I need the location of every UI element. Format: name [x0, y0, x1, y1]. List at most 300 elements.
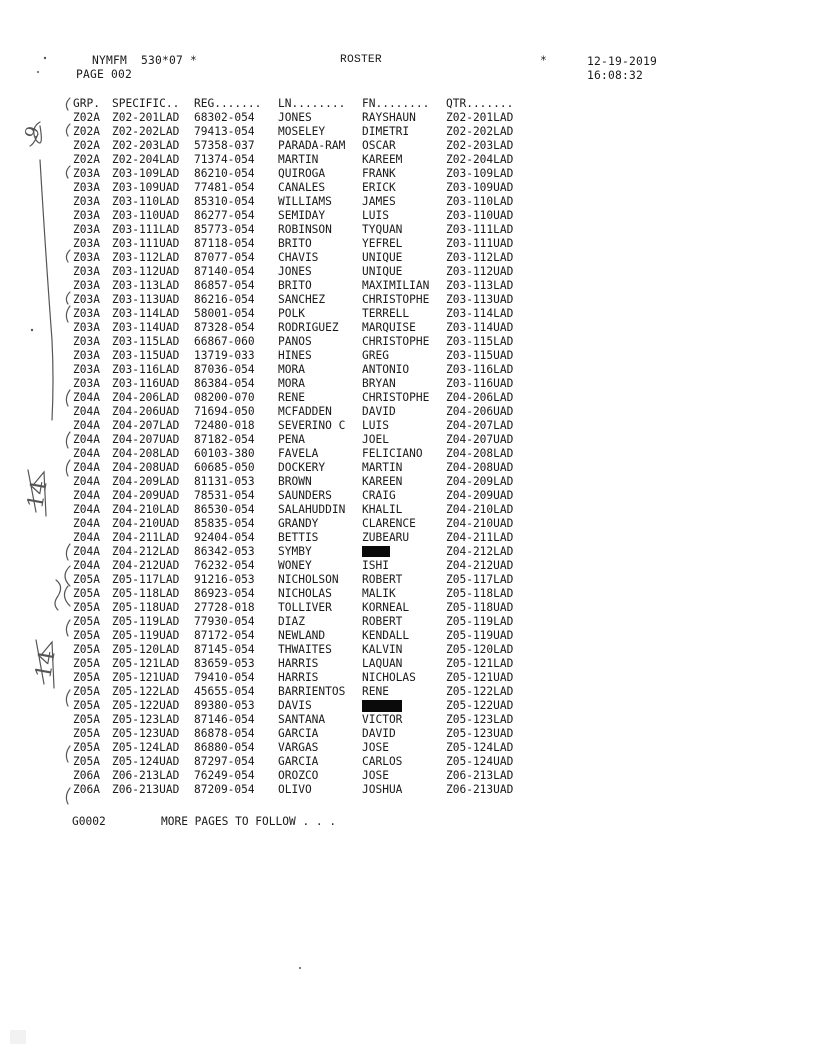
cell-specific: Z03-115UAD	[112, 348, 180, 362]
cell-reg: 87077-054	[194, 250, 255, 264]
table-row	[73, 754, 526, 768]
cell-quarters: Z04-209UAD	[446, 488, 514, 502]
cell-first-name: DAVID	[362, 404, 396, 418]
table-row	[73, 110, 526, 124]
cell-first-name: JOSHUA	[362, 782, 403, 796]
table-row	[73, 516, 526, 530]
table-row	[73, 166, 526, 180]
cell-quarters: Z02-203LAD	[446, 138, 514, 152]
cell-last-name: NICHOLAS	[278, 586, 332, 600]
handwritten-note-9: 9	[20, 123, 45, 142]
cell-last-name: CANALES	[278, 180, 326, 194]
cell-quarters: Z05-123UAD	[446, 726, 514, 740]
cell-grp: Z03A	[73, 334, 100, 348]
cell-specific: Z04-212UAD	[112, 558, 180, 572]
table-row	[73, 712, 526, 726]
cell-quarters: Z03-114UAD	[446, 320, 514, 334]
cell-specific: Z05-124LAD	[112, 740, 180, 754]
cell-grp: Z02A	[73, 110, 100, 124]
cell-specific: Z03-113UAD	[112, 292, 180, 306]
table-row	[73, 362, 526, 376]
cell-reg: 87182-054	[194, 432, 255, 446]
table-row	[73, 600, 526, 614]
table-row	[73, 222, 526, 236]
cell-grp: Z03A	[73, 376, 100, 390]
cell-reg: 86530-054	[194, 502, 255, 516]
cell-reg: 66867-060	[194, 334, 255, 348]
cell-last-name: CHAVIS	[278, 250, 319, 264]
cell-last-name: DIAZ	[278, 614, 305, 628]
cell-last-name: GARCIA	[278, 726, 319, 740]
cell-last-name: HARRIS	[278, 670, 319, 684]
cell-first-name: LUIS	[362, 208, 389, 222]
cell-first-name: MAXIMILIAN	[362, 278, 430, 292]
cell-quarters: Z05-122UAD	[446, 698, 514, 712]
cell-last-name: SAUNDERS	[278, 488, 332, 502]
cell-quarters: Z03-109LAD	[446, 166, 514, 180]
cell-first-name: MARTIN	[362, 460, 403, 474]
cell-specific: Z05-118LAD	[112, 586, 180, 600]
cell-specific: Z04-211LAD	[112, 530, 180, 544]
cell-grp: Z06A	[73, 768, 100, 782]
table-row	[73, 180, 526, 194]
cell-specific: Z04-206LAD	[112, 390, 180, 404]
footer-message: MORE PAGES TO FOLLOW . . .	[161, 815, 337, 828]
cell-quarters: Z03-113LAD	[446, 278, 514, 292]
column-header-qtr: QTR.......	[446, 96, 514, 110]
cell-quarters: Z04-208UAD	[446, 460, 514, 474]
cell-grp: Z03A	[73, 166, 100, 180]
cell-specific: Z03-113LAD	[112, 278, 180, 292]
table-row	[73, 124, 526, 138]
cell-first-name: JOEL	[362, 432, 389, 446]
cell-last-name: MORA	[278, 362, 305, 376]
cell-quarters: Z03-115UAD	[446, 348, 514, 362]
cell-specific: Z05-123LAD	[112, 712, 180, 726]
column-header-specific: SPECIFIC..	[112, 96, 180, 110]
cell-last-name: GARCIA	[278, 754, 319, 768]
cell-last-name: DOCKERY	[278, 460, 326, 474]
cell-grp: Z04A	[73, 404, 100, 418]
cell-first-name: DAVID	[362, 726, 396, 740]
cell-specific: Z05-120LAD	[112, 642, 180, 656]
cell-last-name: DAVIS	[278, 698, 312, 712]
cell-reg: 87145-054	[194, 642, 255, 656]
cell-first-name: RAYSHAUN	[362, 110, 416, 124]
table-row	[73, 306, 526, 320]
cell-grp: Z03A	[73, 264, 100, 278]
cell-specific: Z03-111UAD	[112, 236, 180, 250]
table-row	[73, 250, 526, 264]
cell-grp: Z04A	[73, 502, 100, 516]
cell-specific: Z06-213UAD	[112, 782, 180, 796]
cell-reg: 83659-053	[194, 656, 255, 670]
cell-last-name: SEVERINO C	[278, 418, 346, 432]
cell-specific: Z03-110LAD	[112, 194, 180, 208]
cell-quarters: Z05-122LAD	[446, 684, 514, 698]
cell-first-name: FRANK	[362, 166, 396, 180]
cell-specific: Z05-118UAD	[112, 600, 180, 614]
cell-specific: Z04-208UAD	[112, 460, 180, 474]
cell-first-name: RENE	[362, 684, 389, 698]
cell-specific: Z04-210UAD	[112, 516, 180, 530]
table-row	[73, 572, 526, 586]
cell-quarters: Z05-124UAD	[446, 754, 514, 768]
cell-quarters: Z03-111LAD	[446, 222, 514, 236]
cell-grp: Z04A	[73, 432, 100, 446]
cell-last-name: THWAITES	[278, 642, 332, 656]
cell-last-name: MCFADDEN	[278, 404, 332, 418]
cell-grp: Z04A	[73, 390, 100, 404]
table-row	[73, 432, 526, 446]
cell-grp: Z04A	[73, 488, 100, 502]
cell-grp: Z04A	[73, 418, 100, 432]
cell-specific: Z03-111LAD	[112, 222, 180, 236]
cell-specific: Z03-114LAD	[112, 306, 180, 320]
cell-grp: Z05A	[73, 614, 100, 628]
cell-grp: Z05A	[73, 754, 100, 768]
cell-first-name: CARLOS	[362, 754, 403, 768]
cell-specific: Z04-207UAD	[112, 432, 180, 446]
cell-quarters: Z05-118LAD	[446, 586, 514, 600]
cell-last-name: SANTANA	[278, 712, 326, 726]
cell-grp: Z05A	[73, 670, 100, 684]
table-row	[73, 390, 526, 404]
cell-last-name: PARADA-RAM	[278, 138, 346, 152]
cell-reg: 45655-054	[194, 684, 255, 698]
table-row	[73, 488, 526, 502]
cell-specific: Z03-115LAD	[112, 334, 180, 348]
cell-reg: 85773-054	[194, 222, 255, 236]
cell-grp: Z03A	[73, 306, 100, 320]
cell-specific: Z02-203LAD	[112, 138, 180, 152]
cell-last-name: MOSELEY	[278, 124, 326, 138]
column-header-reg: REG.......	[194, 96, 262, 110]
cell-quarters: Z03-112UAD	[446, 264, 514, 278]
cell-quarters: Z05-121LAD	[446, 656, 514, 670]
cell-first-name: CHRISTOPHE	[362, 390, 430, 404]
cell-last-name: HARRIS	[278, 656, 319, 670]
cell-quarters: Z03-110UAD	[446, 208, 514, 222]
cell-first-name: CRAIG	[362, 488, 396, 502]
cell-last-name: BETTIS	[278, 530, 319, 544]
cell-first-name: KAREEM	[362, 152, 403, 166]
cell-quarters: Z06-213LAD	[446, 768, 514, 782]
cell-first-name: ROBERT	[362, 614, 403, 628]
cell-first-name: TYQUAN	[362, 222, 403, 236]
cell-first-name: TERRELL	[362, 306, 410, 320]
cell-specific: Z05-119UAD	[112, 628, 180, 642]
cell-grp: Z04A	[73, 474, 100, 488]
cell-first-name: LUIS	[362, 418, 389, 432]
cell-reg: 81131-053	[194, 474, 255, 488]
table-row	[73, 614, 526, 628]
roster-table	[73, 96, 526, 796]
cell-first-name: ZUBEARU	[362, 530, 410, 544]
cell-specific: Z05-124UAD	[112, 754, 180, 768]
cell-quarters: Z03-110LAD	[446, 194, 514, 208]
handwritten-note-14-upper: 14	[23, 478, 53, 511]
footer-code: G0002	[72, 815, 106, 828]
cell-reg: 08200-070	[194, 390, 255, 404]
cell-last-name: SYMBY	[278, 544, 312, 558]
cell-specific: Z03-116UAD	[112, 376, 180, 390]
cell-reg: 89380-053	[194, 698, 255, 712]
cell-first-name: DIMETRI	[362, 124, 410, 138]
cell-grp: Z05A	[73, 586, 100, 600]
cell-quarters: Z04-206UAD	[446, 404, 514, 418]
cell-first-name: OSCAR	[362, 138, 396, 152]
cell-quarters: Z02-201LAD	[446, 110, 514, 124]
column-header-fn: FN........	[362, 96, 430, 110]
cell-last-name: BARRIENTOS	[278, 684, 346, 698]
cell-quarters: Z04-207UAD	[446, 432, 514, 446]
cell-specific: Z04-209UAD	[112, 488, 180, 502]
cell-first-name: ROBERT	[362, 572, 403, 586]
roster-header-row	[73, 96, 526, 110]
cell-specific: Z04-208LAD	[112, 446, 180, 460]
cell-specific: Z03-114UAD	[112, 320, 180, 334]
cell-reg: 92404-054	[194, 530, 255, 544]
cell-last-name: WONEY	[278, 558, 312, 572]
cell-last-name: JONES	[278, 264, 312, 278]
column-header-grp: GRP.	[73, 96, 100, 110]
cell-grp: Z05A	[73, 572, 100, 586]
cell-quarters: Z04-209LAD	[446, 474, 514, 488]
cell-first-name: KHALIL	[362, 502, 403, 516]
report-time: 16:08:32	[587, 69, 644, 82]
table-row	[73, 446, 526, 460]
cell-first-name: ANTONIO	[362, 362, 410, 376]
cell-last-name: BRITO	[278, 236, 312, 250]
cell-grp: Z03A	[73, 194, 100, 208]
table-row	[73, 740, 526, 754]
cell-reg: 86210-054	[194, 166, 255, 180]
cell-grp: Z04A	[73, 530, 100, 544]
cell-first-name: KAREEN	[362, 474, 403, 488]
cell-reg: 86216-054	[194, 292, 255, 306]
cell-specific: Z05-123UAD	[112, 726, 180, 740]
cell-last-name: TOLLIVER	[278, 600, 332, 614]
table-row	[73, 348, 526, 362]
cell-grp: Z04A	[73, 460, 100, 474]
cell-last-name: OROZCO	[278, 768, 319, 782]
cell-quarters: Z03-109UAD	[446, 180, 514, 194]
page-number: PAGE 002	[76, 68, 133, 81]
cell-first-name: JOSE	[362, 740, 389, 754]
cell-reg: 87328-054	[194, 320, 255, 334]
cell-grp: Z03A	[73, 278, 100, 292]
cell-first-name: UNIQUE	[362, 250, 403, 264]
table-row	[73, 236, 526, 250]
table-row	[73, 264, 526, 278]
scan-speck	[10, 1030, 26, 1044]
cell-last-name: QUIROGA	[278, 166, 326, 180]
cell-reg: 60103-380	[194, 446, 255, 460]
cell-first-name: JOSE	[362, 768, 389, 782]
table-row	[73, 404, 526, 418]
cell-first-name: MARQUISE	[362, 320, 416, 334]
cell-quarters: Z05-123LAD	[446, 712, 514, 726]
table-row	[73, 782, 526, 796]
cell-reg: 71694-050	[194, 404, 255, 418]
cell-reg: 86857-054	[194, 278, 255, 292]
cell-grp: Z03A	[73, 222, 100, 236]
cell-last-name: MORA	[278, 376, 305, 390]
cell-first-name: ERICK	[362, 180, 396, 194]
cell-quarters: Z04-212LAD	[446, 544, 514, 558]
cell-grp: Z03A	[73, 362, 100, 376]
page-title: ROSTER	[340, 54, 382, 66]
cell-reg: 77481-054	[194, 180, 255, 194]
report-date: 12-19-2019	[587, 55, 658, 68]
cell-first-name: BRYAN	[362, 376, 396, 390]
table-row	[73, 656, 526, 670]
cell-reg: 79410-054	[194, 670, 255, 684]
table-row	[73, 670, 526, 684]
cell-last-name: PENA	[278, 432, 305, 446]
cell-reg: 86342-053	[194, 544, 255, 558]
handwritten-note-14-lower: 14	[31, 648, 61, 681]
cell-last-name: SALAHUDDIN	[278, 502, 346, 516]
cell-specific: Z05-122LAD	[112, 684, 180, 698]
cell-reg: 85835-054	[194, 516, 255, 530]
cell-reg: 86878-054	[194, 726, 255, 740]
cell-reg: 85310-054	[194, 194, 255, 208]
table-row	[73, 768, 526, 782]
cell-grp: Z02A	[73, 138, 100, 152]
cell-grp: Z04A	[73, 558, 100, 572]
cell-quarters: Z03-113UAD	[446, 292, 514, 306]
cell-last-name: RENE	[278, 390, 305, 404]
cell-grp: Z03A	[73, 180, 100, 194]
cell-grp: Z05A	[73, 698, 100, 712]
table-row	[73, 278, 526, 292]
cell-grp: Z03A	[73, 236, 100, 250]
cell-quarters: Z03-111UAD	[446, 236, 514, 250]
cell-first-name	[362, 699, 446, 712]
cell-reg: 76232-054	[194, 558, 255, 572]
cell-specific: Z03-109LAD	[112, 166, 180, 180]
cell-quarters: Z05-121UAD	[446, 670, 514, 684]
cell-reg: 60685-050	[194, 460, 255, 474]
cell-quarters: Z02-204LAD	[446, 152, 514, 166]
table-row	[73, 194, 526, 208]
cell-last-name: VARGAS	[278, 740, 319, 754]
cell-specific: Z05-119LAD	[112, 614, 180, 628]
table-row	[73, 586, 526, 600]
redaction-block	[362, 700, 402, 712]
table-row	[73, 684, 526, 698]
cell-first-name: KALVIN	[362, 642, 403, 656]
cell-quarters: Z05-124LAD	[446, 740, 514, 754]
cell-first-name: FELICIANO	[362, 446, 423, 460]
cell-last-name: BRITO	[278, 278, 312, 292]
table-row	[73, 726, 526, 740]
cell-last-name: NEWLAND	[278, 628, 326, 642]
table-row	[73, 208, 526, 222]
cell-quarters: Z03-112LAD	[446, 250, 514, 264]
cell-first-name: YEFREL	[362, 236, 403, 250]
cell-reg: 87118-054	[194, 236, 255, 250]
cell-reg: 71374-054	[194, 152, 255, 166]
cell-first-name: CHRISTOPHE	[362, 292, 430, 306]
cell-reg: 68302-054	[194, 110, 255, 124]
cell-reg: 78531-054	[194, 488, 255, 502]
cell-first-name: NICHOLAS	[362, 670, 416, 684]
cell-last-name: ROBINSON	[278, 222, 332, 236]
cell-reg: 87172-054	[194, 628, 255, 642]
cell-last-name: GRANDY	[278, 516, 319, 530]
cell-reg: 27728-018	[194, 600, 255, 614]
cell-grp: Z02A	[73, 124, 100, 138]
cell-last-name: RODRIGUEZ	[278, 320, 339, 334]
cell-grp: Z05A	[73, 600, 100, 614]
cell-specific: Z04-206UAD	[112, 404, 180, 418]
cell-reg: 87209-054	[194, 782, 255, 796]
cell-first-name: MALIK	[362, 586, 396, 600]
cell-quarters: Z04-210LAD	[446, 502, 514, 516]
cell-reg: 87036-054	[194, 362, 255, 376]
cell-last-name: PANOS	[278, 334, 312, 348]
cell-last-name: SANCHEZ	[278, 292, 326, 306]
cell-first-name: CHRISTOPHE	[362, 334, 430, 348]
cell-first-name: KENDALL	[362, 628, 410, 642]
cell-first-name: VICTOR	[362, 712, 403, 726]
cell-quarters: Z03-115LAD	[446, 334, 514, 348]
cell-specific: Z04-209LAD	[112, 474, 180, 488]
cell-first-name	[362, 545, 446, 558]
table-row	[73, 334, 526, 348]
cell-specific: Z03-110UAD	[112, 208, 180, 222]
cell-quarters: Z05-117LAD	[446, 572, 514, 586]
table-row	[73, 460, 526, 474]
cell-quarters: Z05-119LAD	[446, 614, 514, 628]
table-row	[73, 502, 526, 516]
cell-reg: 87140-054	[194, 264, 255, 278]
cell-quarters: Z05-118UAD	[446, 600, 514, 614]
cell-quarters: Z02-202LAD	[446, 124, 514, 138]
cell-specific: Z03-109UAD	[112, 180, 180, 194]
cell-grp: Z05A	[73, 656, 100, 670]
cell-reg: 77930-054	[194, 614, 255, 628]
cell-specific: Z05-122UAD	[112, 698, 180, 712]
cell-grp: Z04A	[73, 446, 100, 460]
cell-quarters: Z04-211LAD	[446, 530, 514, 544]
cell-grp: Z06A	[73, 782, 100, 796]
redaction-block	[362, 546, 390, 557]
table-row	[73, 320, 526, 334]
cell-specific: Z02-201LAD	[112, 110, 180, 124]
cell-specific: Z05-117LAD	[112, 572, 180, 586]
cell-last-name: OLIVO	[278, 782, 312, 796]
table-row	[73, 558, 526, 572]
cell-specific: Z02-202LAD	[112, 124, 180, 138]
cell-reg: 13719-033	[194, 348, 255, 362]
cell-grp: Z05A	[73, 684, 100, 698]
cell-grp: Z03A	[73, 250, 100, 264]
cell-reg: 86384-054	[194, 376, 255, 390]
cell-last-name: WILLIAMS	[278, 194, 332, 208]
table-row	[73, 138, 526, 152]
cell-quarters: Z04-207LAD	[446, 418, 514, 432]
cell-reg: 58001-054	[194, 306, 255, 320]
cell-first-name: ISHI	[362, 558, 389, 572]
cell-grp: Z03A	[73, 320, 100, 334]
table-row	[73, 474, 526, 488]
cell-quarters: Z05-120LAD	[446, 642, 514, 656]
cell-grp: Z03A	[73, 208, 100, 222]
